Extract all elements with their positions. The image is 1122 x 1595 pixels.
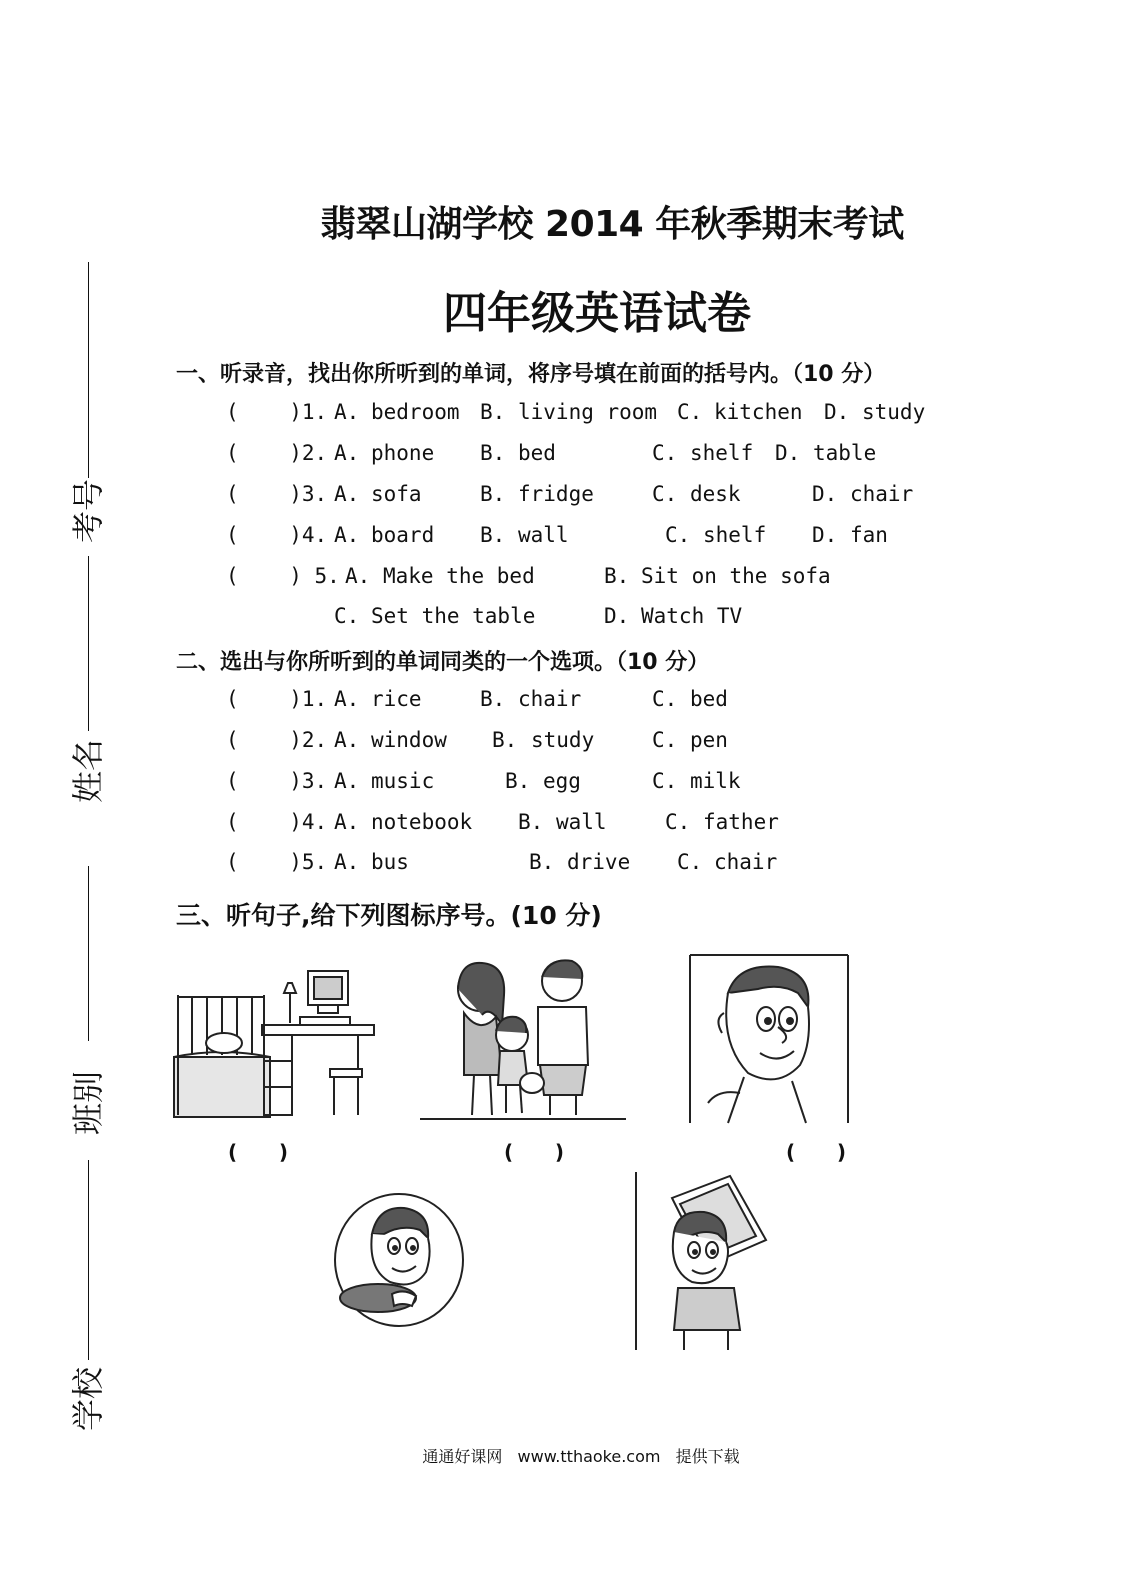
s2-q5-b-label: B. [529,850,555,874]
s1-q4-d-label: D. [812,523,838,547]
s1-q5-d-label: D. [604,604,630,628]
s1-q3-b-text: fridge [518,482,594,506]
s1-q2-b-text: bed [518,441,556,465]
exam-number-label: 考号 [69,478,108,544]
section1-heading: 一、听录音，找出你所听到的单词，将序号填在前面的括号内。（10 分） [176,362,886,387]
s1-q1-b-text: living room [518,400,658,424]
footer-url: www.tthaoke.com [517,1447,661,1466]
s1-q2-a-text: phone [371,441,435,465]
s1-q5-d-text: Watch TV [641,604,743,628]
boy-driving-picture [332,1190,466,1330]
family-picture [420,955,626,1123]
s2-q3-c-text: milk [690,769,741,793]
s1-q3-c-text: desk [690,482,741,506]
s1-q4-a-label: A. [334,523,360,547]
exam-subtitle [0,277,1122,341]
s1-q2-d-label: D. [775,441,801,465]
s2-q1-c-text: bed [690,687,728,711]
s2-q4-c-text: father [703,810,779,834]
s2-q3-b-label: B. [505,769,531,793]
s2-q1-b-label: B. [480,687,506,711]
footer-note: 提供下载 [675,1447,740,1466]
s2-q5-b-text: drive [567,850,631,874]
s1-q3-b-label: B. [480,482,506,506]
s2-q4-b-label: B. [518,810,544,834]
s2-q2-a-text: window [371,728,447,752]
s1-q2-a-label: A. [334,441,360,465]
s1-q3-a-label: A. [334,482,360,506]
section2-heading: 二、选出与你所听到的单词同类的一个选项。（10 分） [176,650,710,675]
s1-q5-a-text: Make the bed [383,564,535,588]
s1-q4-paren: ( )4. [226,523,328,547]
name-label: 姓名 [69,738,108,804]
s2-q1-c-label: C. [652,687,678,711]
s2-q2-c-label: C. [652,728,678,752]
s1-q3-a-text: sofa [371,482,422,506]
s1-q3-d-label: D. [812,482,838,506]
pic1-answer-paren: ( ) [228,1140,289,1164]
s1-q5-c-text: Set the table [371,604,536,628]
s1-q1-d-label: D. [824,400,850,424]
s2-q5-a-text: bus [371,850,409,874]
s1-q5-b-label: B. [604,564,630,588]
s2-q5-c-text: chair [714,850,778,874]
binding-line-segment [88,866,89,1041]
bedroom-picture [172,965,380,1125]
s1-q2-c-label: C. [652,441,678,465]
s1-q2-paren: ( )2. [226,441,328,465]
s2-q2-paren: ( )2. [226,728,328,752]
s2-q5-a-label: A. [334,850,360,874]
footer [0,1444,1122,1467]
s1-q5-c-label: C. [334,604,360,628]
footer-site: 通通好课网 [422,1447,503,1466]
s2-q3-paren: ( )3. [226,769,328,793]
s1-q4-c-label: C. [665,523,691,547]
s2-q3-a-label: A. [334,769,360,793]
s2-q2-b-label: B. [492,728,518,752]
s2-q4-a-label: A. [334,810,360,834]
s2-q5-c-label: C. [677,850,703,874]
s2-q1-a-text: rice [371,687,422,711]
s1-q1-c-text: kitchen [714,400,803,424]
section3-heading: 三、听句子,给下列图标序号。(10 分) [176,901,602,930]
exam-title: 翡翠山湖学校 2014 年秋季期末考试 [320,204,904,245]
binding-line-segment [88,556,89,731]
s1-q1-paren: ( )1. [226,400,328,424]
s1-q4-b-text: wall [518,523,569,547]
school-label: 学校 [69,1366,108,1432]
pic3-answer-paren: ( ) [786,1140,847,1164]
s1-q5-paren: ( ) 5. [226,564,340,588]
s1-q3-d-text: chair [850,482,914,506]
s2-q4-b-text: wall [556,810,607,834]
s2-q3-b-text: egg [543,769,581,793]
s2-q4-paren: ( )4. [226,810,328,834]
s1-q5-b-text: Sit on the sofa [641,564,831,588]
s2-q3-a-text: music [371,769,435,793]
s2-q5-paren: ( )5. [226,850,328,874]
binding-line-segment [88,1160,89,1360]
s1-q1-a-label: A. [334,400,360,424]
s2-q1-a-label: A. [334,687,360,711]
pic2-answer-paren: ( ) [504,1140,565,1164]
s2-q2-a-label: A. [334,728,360,752]
s2-q2-c-text: pen [690,728,728,752]
boy-with-book-picture [634,1170,780,1352]
s2-q1-paren: ( )1. [226,687,328,711]
s2-q3-c-label: C. [652,769,678,793]
s1-q3-paren: ( )3. [226,482,328,506]
s1-q5-a-label: A. [345,564,371,588]
s2-q4-a-text: notebook [371,810,473,834]
subtitle-text: 四年级英语试卷 [443,288,751,339]
s1-q1-d-text: study [862,400,926,424]
man-portrait-picture [688,953,852,1125]
s1-q1-b-label: B. [480,400,506,424]
s1-q4-a-text: board [371,523,435,547]
s1-q4-c-text: shelf [703,523,767,547]
s1-q2-c-text: shelf [690,441,754,465]
s1-q2-d-text: table [813,441,877,465]
class-label: 班别 [69,1070,108,1136]
s2-q1-b-text: chair [518,687,582,711]
s2-q4-c-label: C. [665,810,691,834]
s1-q3-c-label: C. [652,482,678,506]
s1-q1-c-label: C. [677,400,703,424]
s1-q4-b-label: B. [480,523,506,547]
s1-q1-a-text: bedroom [371,400,460,424]
s1-q4-d-text: fan [850,523,888,547]
s1-q2-b-label: B. [480,441,506,465]
s2-q2-b-text: study [531,728,595,752]
